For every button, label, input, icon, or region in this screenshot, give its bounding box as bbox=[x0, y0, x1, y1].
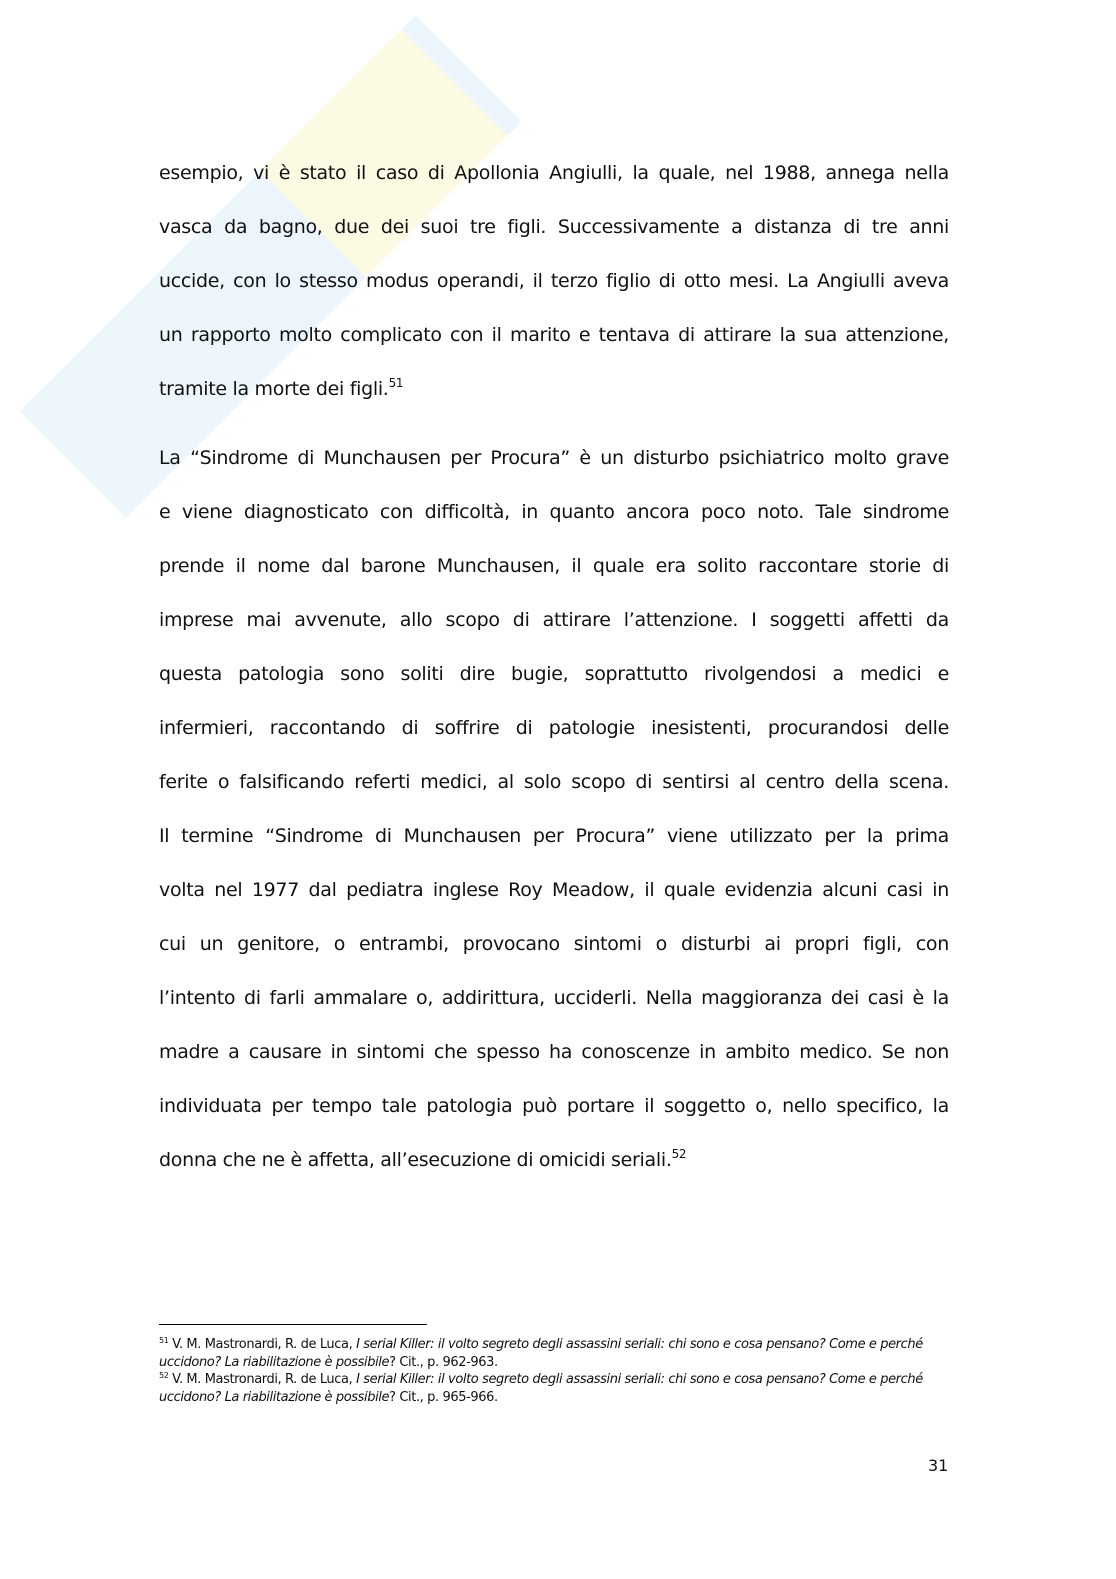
text-line: questa patologia sono soliti dire bugie, soprattutto rivolgendosi a medici e bbox=[159, 663, 949, 685]
text-line: uccide, con lo stesso modus operandi, il terzo figlio di otto mesi. La Angiulli aveva bbox=[159, 270, 949, 292]
footnote-citation: ? Cit., p. 962-963. bbox=[389, 1354, 498, 1370]
text-line: prende il nome dal barone Munchausen, il quale era solito raccontare storie di bbox=[159, 555, 949, 577]
footnote-authors: V. M. Mastronardi, R. de Luca, bbox=[172, 1337, 357, 1352]
text-line: vasca da bagno, due dei suoi tre figli. Successivamente a distanza di tre anni bbox=[159, 216, 949, 238]
text-line: madre a causare in sintomi che spesso ha conoscenze in ambito medico. Se non bbox=[159, 1041, 949, 1063]
footnote-52 bbox=[159, 1371, 949, 1406]
text-line: l’intento di farli ammalare o, addirittura, ucciderli. Nella maggioranza dei casi è la bbox=[159, 987, 949, 1009]
text-line bbox=[159, 362, 949, 416]
footnotes bbox=[159, 1336, 949, 1407]
text-line: esempio, vi è stato il caso di Apollonia Angiulli, la quale, nel 1988, annega nella bbox=[159, 162, 949, 184]
text-line bbox=[159, 1133, 949, 1187]
text-line: individuata per tempo tale patologia può portare il soggetto o, nello specifico, la bbox=[159, 1095, 949, 1117]
footnote-title: I serial Killer: il volto segreto degli assassini seriali: chi sono e cosa pensano? Come e perché uccidono? La riabilitazione è possibile bbox=[159, 1337, 923, 1370]
text-line: ferite o falsificando referti medici, al solo scopo di sentirsi al centro della scena. bbox=[159, 771, 949, 793]
text-line: Il termine “Sindrome di Munchausen per Procura” viene utilizzato per la prima bbox=[159, 825, 949, 847]
text-line: La “Sindrome di Munchausen per Procura” è un disturbo psichiatrico molto grave bbox=[159, 447, 949, 469]
footnote-number: 51 bbox=[159, 1336, 169, 1345]
footnote-51 bbox=[159, 1336, 949, 1371]
footnote-authors: V. M. Mastronardi, R. de Luca, bbox=[172, 1372, 357, 1388]
footnote-separator bbox=[159, 1324, 427, 1325]
page-number: 31 bbox=[928, 1456, 949, 1475]
footnote-ref[interactable]: 52 bbox=[671, 1147, 687, 1161]
footnote-citation: ? Cit., p. 965-966. bbox=[389, 1390, 498, 1406]
footnote-title: I serial Killer: il volto segreto degli assassini seriali: chi sono e cosa pensano? Come e perché uccidono? La riabilitazione è possibile bbox=[159, 1372, 923, 1406]
text-line: cui un genitore, o entrambi, provocano sintomi o disturbi ai propri figli, con bbox=[159, 933, 949, 955]
paragraph-2 bbox=[159, 431, 949, 1187]
paragraph-1 bbox=[159, 146, 949, 416]
text-line: imprese mai avvenute, allo scopo di attirare l’attenzione. I soggetti affetti da bbox=[159, 609, 949, 631]
footnote-ref[interactable]: 51 bbox=[388, 376, 404, 390]
text-line: e viene diagnosticato con difficoltà, in quanto ancora poco noto. Tale sindrome bbox=[159, 501, 949, 523]
text-line-content: donna che ne è affetta, all’esecuzione di omicidi seriali. bbox=[159, 1149, 672, 1171]
text-line: volta nel 1977 dal pediatra inglese Roy Meadow, il quale evidenzia alcuni casi in bbox=[159, 879, 949, 901]
footnote-number: 52 bbox=[159, 1371, 169, 1381]
text-line: infermieri, raccontando di soffrire di patologie inesistenti, procurandosi delle bbox=[159, 717, 949, 739]
text-line-content: tramite la morte dei figli. bbox=[159, 378, 389, 400]
text-line: un rapporto molto complicato con il marito e tentava di attirare la sua attenzione, bbox=[159, 324, 949, 346]
